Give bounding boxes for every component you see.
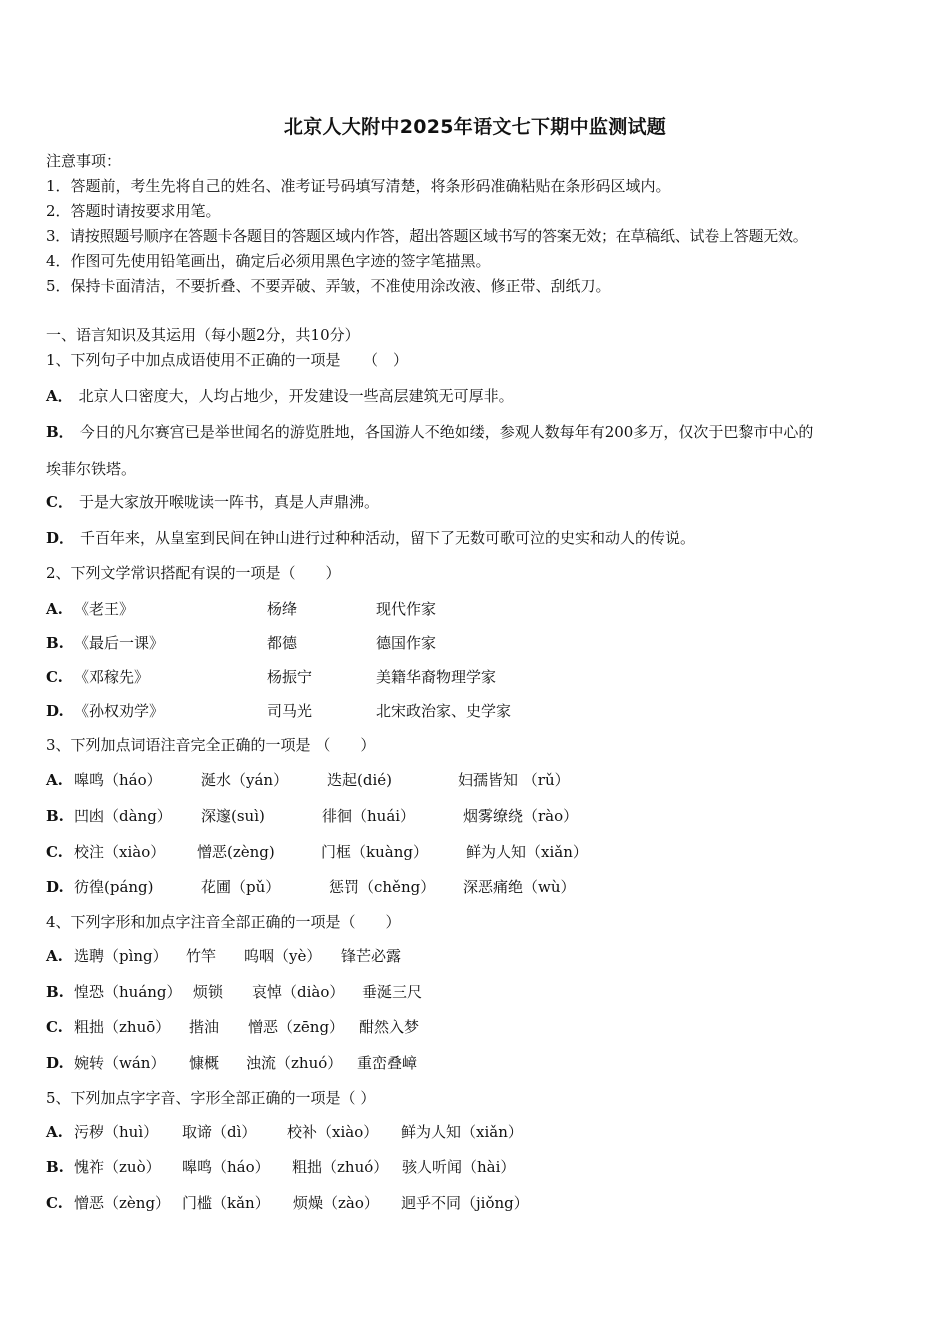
- question-3-letter: B.: [46, 807, 64, 825]
- question-1-option-c: C． 于是大家放开喉咙读一阵书，真是人声鼎沸。: [46, 493, 379, 511]
- question-3-item: 烟雾缭绕（rào）: [463, 807, 579, 825]
- question-2-letter: B.: [46, 634, 64, 652]
- question-3-stem: 3、下列加点词语注音完全正确的一项是 （ ）: [46, 736, 376, 754]
- question-3-item: 花圃（pǔ）: [201, 878, 281, 896]
- question-3-item: 深恶痛绝（wù）: [463, 878, 576, 896]
- question-2-stem: 2、下列文学常识搭配有误的一项是（ ）: [46, 564, 341, 582]
- question-5-item: 迥乎不同（jiǒng）: [401, 1194, 529, 1212]
- question-4-item: 揩油: [189, 1018, 220, 1036]
- page-title: 北京人大附中2025年语文七下期中监测试题: [283, 116, 667, 138]
- question-1-option-b-cont: 埃菲尔铁塔。: [46, 460, 137, 478]
- question-1-option-a: A． 北京人口密度大，人均占地少，开发建设一些高层建筑无可厚非。: [46, 387, 514, 405]
- question-4-item: 选聘（pìng）: [74, 947, 168, 965]
- question-2-work: 《邓稼先》: [74, 668, 150, 686]
- question-5-item: 骇人听闻（hài）: [402, 1158, 516, 1176]
- question-4-letter: B.: [46, 983, 64, 1001]
- question-5-item: 鲜为人知（xiǎn）: [401, 1123, 523, 1141]
- question-5-item: 污秽（huì）: [74, 1123, 159, 1141]
- question-2-author: 司马光: [267, 702, 313, 720]
- question-2-work: 《最后一课》: [74, 634, 165, 652]
- question-3-letter: A.: [46, 771, 63, 789]
- question-3-item: 妇孺皆知 （rǔ）: [458, 771, 570, 789]
- question-4-letter: D.: [46, 1054, 64, 1072]
- question-3-item: 门框（kuàng）: [321, 843, 428, 861]
- question-5-item: 校补（xiào）: [287, 1123, 379, 1141]
- question-4-letter: C.: [46, 1018, 63, 1036]
- question-4-item: 竹竿: [186, 947, 217, 965]
- question-5-item: 门槛（kǎn）: [182, 1194, 270, 1212]
- notice-item-1: 1．答题前，考生先将自己的姓名、准考证号码填写清楚，将条形码准确粘贴在条形码区域内。: [46, 177, 671, 195]
- question-2-desc: 现代作家: [376, 600, 437, 618]
- question-4-stem: 4、下列字形和加点字注音全部正确的一项是（ ）: [46, 913, 401, 931]
- question-3-item: 迭起(dié): [327, 771, 392, 789]
- notice-item-3: 3．请按照题号顺序在答题卡各题目的答题区域内作答，超出答题区域书写的答案无效；在草稿纸、试卷上答题无效。: [46, 227, 808, 245]
- section-heading: 一、语言知识及其运用（每小题2分，共10分）: [46, 326, 360, 344]
- question-2-letter: C.: [46, 668, 63, 686]
- question-2-work: 《孙权劝学》: [74, 702, 165, 720]
- question-4-item: 慷概: [189, 1054, 220, 1072]
- question-3-letter: D.: [46, 878, 64, 896]
- question-4-item: 哀悼（diào）: [252, 983, 345, 1001]
- question-5-item: 取谛（dì）: [182, 1123, 257, 1141]
- question-3-item: 嗥鸣（háo）: [74, 771, 162, 789]
- question-5-letter: A.: [46, 1123, 63, 1141]
- question-2-author: 杨绛: [267, 600, 298, 618]
- question-2-author: 杨振宁: [267, 668, 313, 686]
- question-4-item: 憎恶（zēng）: [248, 1018, 345, 1036]
- question-4-item: 酣然入梦: [359, 1018, 420, 1036]
- question-5-letter: B.: [46, 1158, 64, 1176]
- question-5-stem: 5、下列加点字字音、字形全部正确的一项是（ ）: [46, 1089, 376, 1107]
- question-3-item: 憎恶(zèng): [197, 843, 275, 861]
- question-1-option-b: B． 今日的凡尔赛宫已是举世闻名的游览胜地，各国游人不绝如缕，参观人数每年有200多万，仅次于巴黎市中心的: [46, 423, 814, 441]
- question-5-item: 愧祚（zuò）: [74, 1158, 161, 1176]
- question-3-item: 惩罚（chěng）: [329, 878, 436, 896]
- question-4-item: 重峦叠嶂: [357, 1054, 418, 1072]
- question-3-item: 彷徨(páng): [74, 878, 154, 896]
- notice-item-2: 2．答题时请按要求用笔。: [46, 202, 221, 220]
- question-4-item: 婉转（wán）: [74, 1054, 166, 1072]
- question-1-stem: 1、下列句子中加点成语使用不正确的一项是 （ ）: [46, 351, 409, 369]
- notice-item-4: 4．作图可先使用铅笔画出，确定后必须用黑色字迹的签字笔描黑。: [46, 252, 491, 270]
- question-2-letter: A.: [46, 600, 63, 618]
- notice-heading: 注意事项：: [46, 152, 122, 170]
- notice-item-5: 5．保持卡面清洁，不要折叠、不要弄破、弄皱，不准使用涂改液、修正带、刮纸刀。: [46, 277, 611, 295]
- question-3-item: 深邃(suì): [201, 807, 265, 825]
- question-2-desc: 美籍华裔物理学家: [376, 668, 497, 686]
- question-2-author: 都德: [267, 634, 298, 652]
- question-5-item: 嗥鸣（háo）: [182, 1158, 270, 1176]
- question-5-item: 烦燥（zào）: [293, 1194, 379, 1212]
- question-5-letter: C.: [46, 1194, 63, 1212]
- question-4-item: 锋芒必露: [341, 947, 402, 965]
- question-3-item: 涎水（yán）: [201, 771, 289, 789]
- question-5-item: 粗拙（zhuó）: [292, 1158, 389, 1176]
- question-3-item: 校注（xiào）: [74, 843, 166, 861]
- question-5-item: 憎恶（zèng）: [74, 1194, 171, 1212]
- question-3-item: 鲜为人知（xiǎn）: [466, 843, 588, 861]
- question-4-item: 呜咽（yè）: [244, 947, 322, 965]
- question-3-item: 徘徊（huái）: [322, 807, 416, 825]
- question-3-letter: C.: [46, 843, 63, 861]
- question-4-item: 粗拙（zhuō）: [74, 1018, 171, 1036]
- question-4-item: 浊流（zhuó）: [246, 1054, 343, 1072]
- question-4-item: 烦锁: [193, 983, 224, 1001]
- question-2-work: 《老王》: [74, 600, 135, 618]
- question-4-item: 惶恐（huáng）: [74, 983, 182, 1001]
- question-4-letter: A.: [46, 947, 63, 965]
- question-4-item: 垂涎三尺: [362, 983, 423, 1001]
- question-2-desc: 北宋政治家、史学家: [376, 702, 512, 720]
- question-2-desc: 德国作家: [376, 634, 437, 652]
- question-3-item: 凹凼（dàng）: [74, 807, 172, 825]
- question-1-option-d: D． 千百年来，从皇室到民间在钟山进行过种种活动，留下了无数可歌可泣的史实和动人的传说。: [46, 529, 696, 547]
- question-2-letter: D.: [46, 702, 64, 720]
